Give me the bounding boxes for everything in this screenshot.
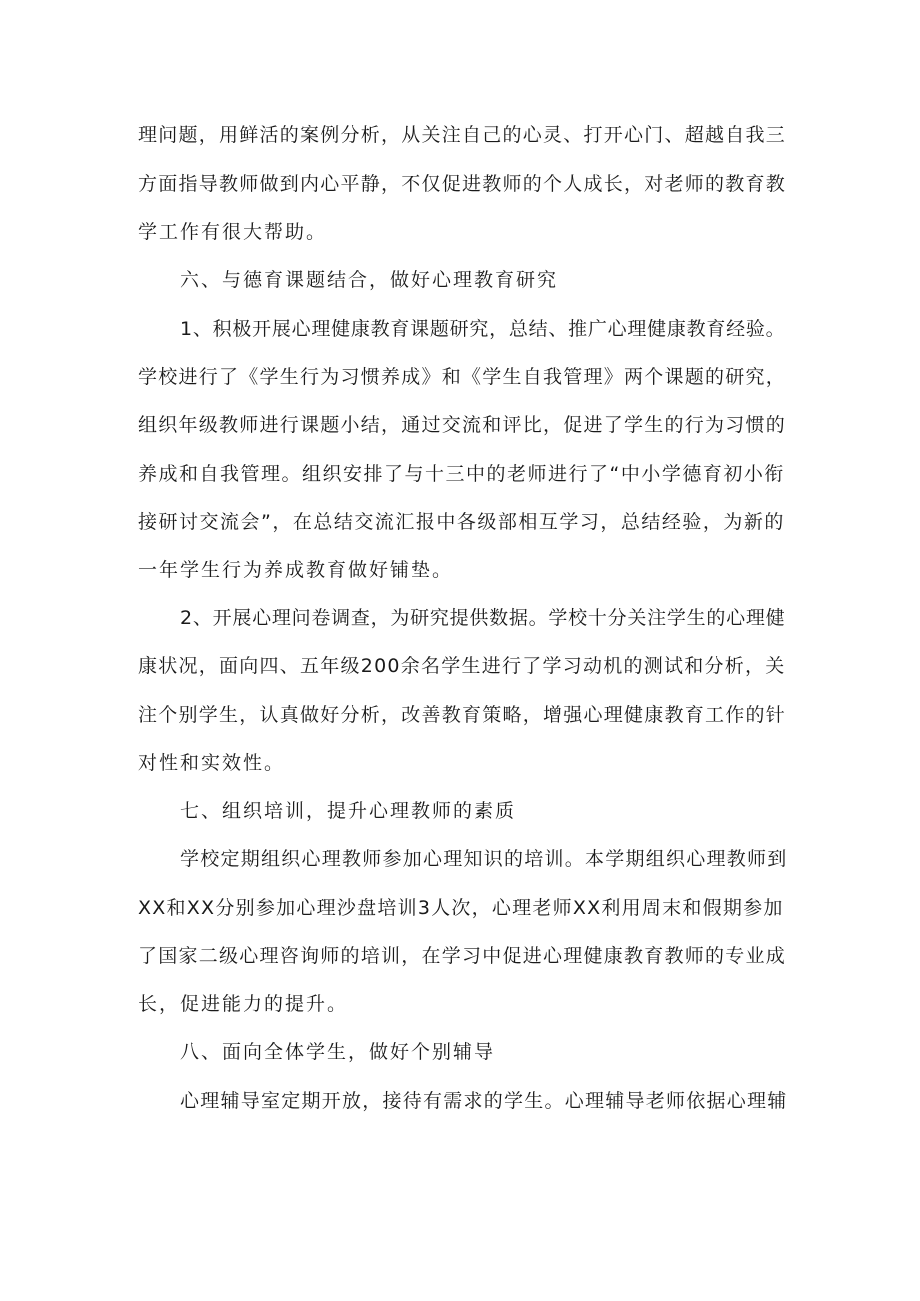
text-line: 组织年级教师进行课题小结，通过交流和评比，促进了学生的行为习惯的: [138, 414, 787, 436]
text-line: 方面指导教师做到内心平静，不仅促进教师的个人成长，对老师的教育教: [138, 173, 787, 195]
text-line: 学工作有很大帮助。: [138, 221, 328, 243]
text-line: 学校定期组织心理教师参加心理知识的培训。本学期组织心理教师到: [180, 848, 788, 870]
text-line: 了国家二级心理咨询师的培训，在学习中促进心理健康教育教师的专业成: [138, 945, 787, 967]
text-line: XX和XX分别参加心理沙盘培训3人次，心理老师XX利用周末和假期参加: [138, 897, 784, 919]
text-line: 接研讨交流会”，在总结交流汇报中各级部相互学习，总结经验，为新的: [138, 511, 785, 533]
text-line: 注个别学生，认真做好分析，改善教育策略，增强心理健康教育工作的针: [138, 704, 787, 726]
section-heading-6: 六、与德育课题结合，做好心理教育研究: [180, 269, 559, 291]
text-line: 对性和实效性。: [138, 752, 286, 774]
section-heading-7: 七、组织培训，提升心理教师的素质: [180, 800, 517, 822]
text-line: 1、积极开展心理健康教育课题研究，总结、推广心理健康教育经验。: [180, 318, 786, 340]
text-line: 长，促进能力的提升。: [138, 993, 349, 1015]
section-heading-8: 八、面向全体学生，做好个别辅导: [180, 1041, 496, 1063]
text-line: 康状况，面向四、五年级200余名学生进行了学习动机的测试和分析，关: [138, 655, 786, 677]
text-line: 学校进行了《学生行为习惯养成》和《学生自我管理》两个课题的研究，: [138, 366, 787, 388]
text-line: 2、开展心理问卷调查，为研究提供数据。学校十分关注学生的心理健: [180, 607, 786, 629]
text-line: 一年学生行为养成教育做好铺垫。: [138, 559, 454, 581]
text-line: 心理辅导室定期开放，接待有需求的学生。心理辅导老师依据心理辅: [180, 1090, 788, 1112]
text-line: 理问题，用鲜活的案例分析，从关注自己的心灵、打开心门、超越自我三: [138, 124, 787, 146]
text-line: 养成和自我管理。组织安排了与十三中的老师进行了“中小学德育初小衔: [138, 463, 785, 485]
